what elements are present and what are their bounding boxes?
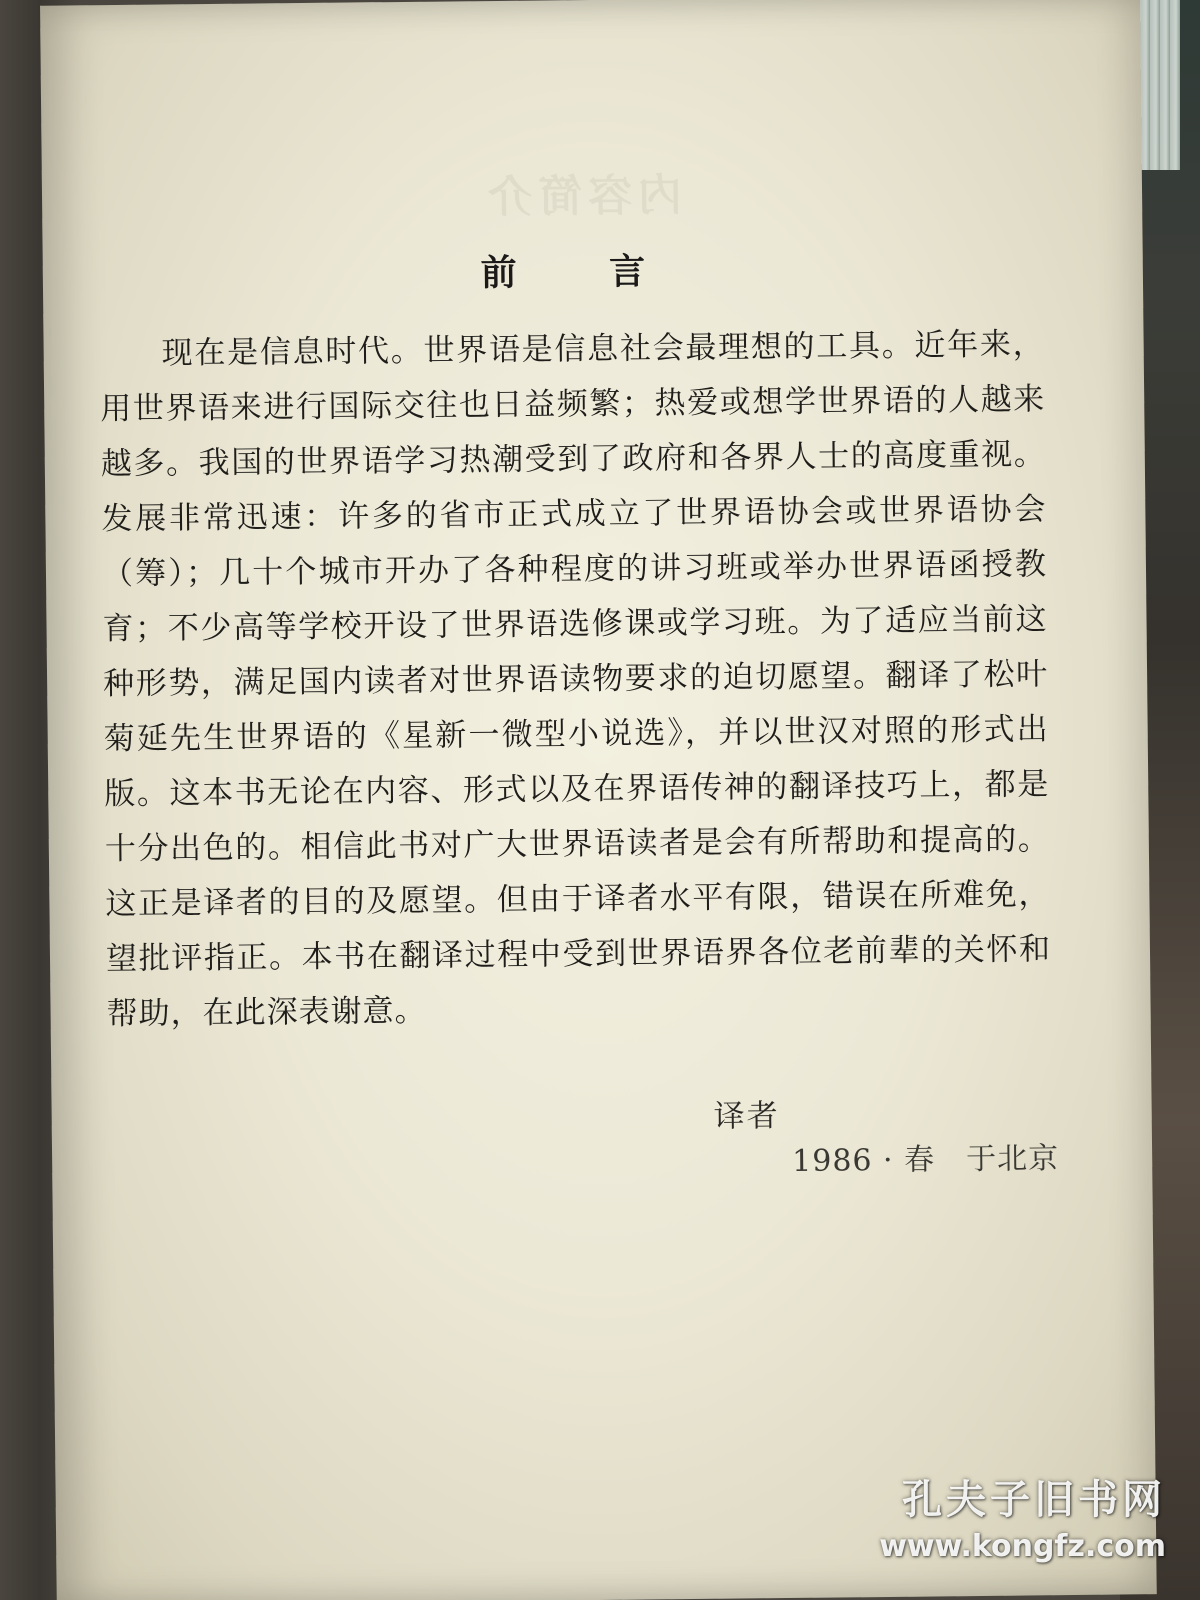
preface-body: 现在是信息时代。世界语是信息社会最理想的工具。近年来，用世界语来进行国际交往也日益频繁；热爱或想学世界语的人越来越多。我国的世界语学习热潮受到了政府和各界人士的高度重视。发展非常迅速：许多的省市正式成立了世界语协会或世界语协会（筹）；几十个城市开办了各种程度的讲习班或举办世界语函授教育；不少高等学校开设了世界语选修课或学习班。为了适应当前这种形势，满足国内读者对世界语读物要求的迫切愿望。翻译了松叶菊延先生世界语的《星新一微型小说选》，并以世汉对照的形式出版。这本书无论在内容、形式以及在界语传神的翻译技巧上，都是十分出色的。相信此书对广大世界语读者是会有所帮助和提高的。这正是译者的目的及愿望。但由于译者水平有限，错误在所难免，望批评指正。本书在翻译过程中受到世界语界各位老前辈的关怀和帮助，在此深表谢意。 — [100, 326, 1052, 1033]
book-page — [40, 0, 1157, 1600]
bleed-through-text: 内容简介 — [481, 170, 683, 224]
signature: 译者 — [713, 1098, 780, 1135]
watermark-url: www.kongfz.com — [879, 1529, 1166, 1564]
book-edge-strip — [1140, 0, 1180, 170]
watermark — [879, 1468, 1166, 1564]
watermark-name: 孔夫子旧书网 — [902, 1477, 1166, 1523]
page-title: 前 言 — [480, 251, 686, 295]
date-place: 1986 · 春 于北京 — [791, 1141, 1060, 1179]
